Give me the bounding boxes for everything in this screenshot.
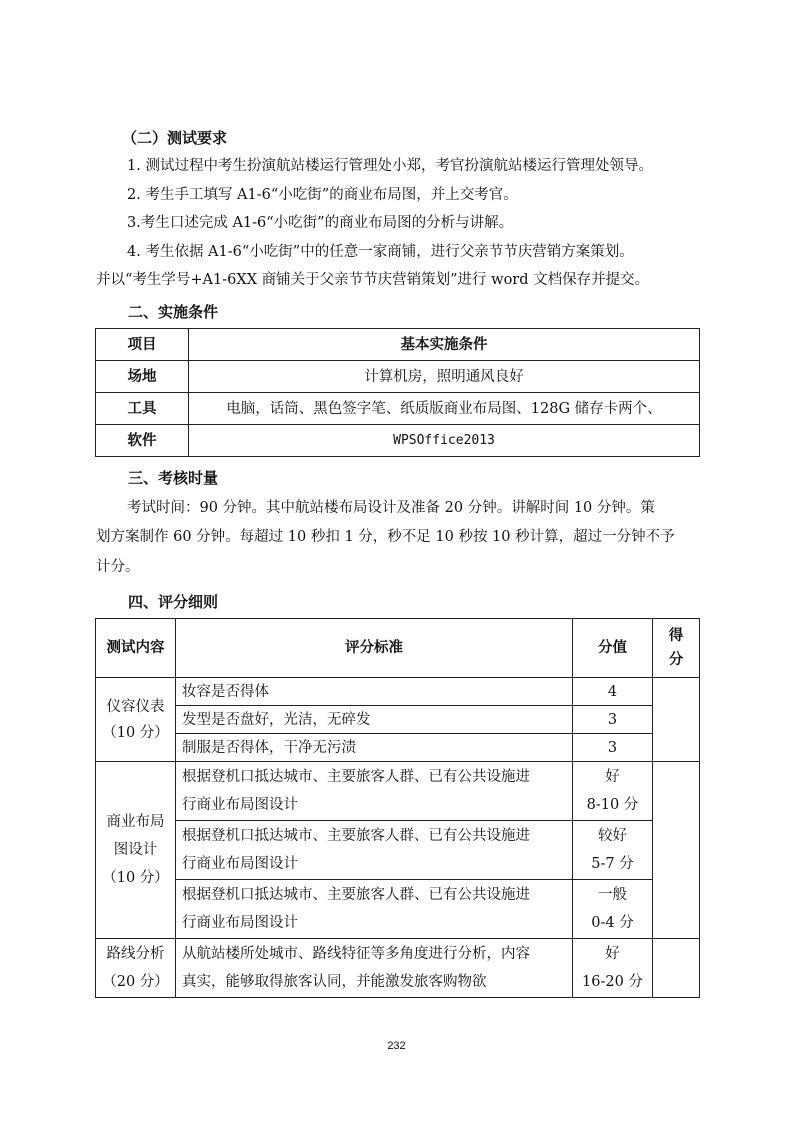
content-line-1: 路线分析 — [106, 946, 165, 962]
table-header-row — [96, 329, 700, 361]
table-row — [96, 821, 700, 880]
header-content: 测试内容 — [96, 619, 176, 678]
condition-item: 软件 — [96, 425, 189, 457]
header-score-line-2: 分 — [668, 652, 684, 668]
header-conditions: 基本实施条件 — [189, 329, 700, 361]
content-route-analysis — [96, 939, 176, 998]
requirement-item-3: 3.考生口述完成 A1-6“小吃街”的商业布局图的分析与讲解。 — [127, 215, 514, 231]
content-line-2: 图设计 — [113, 842, 158, 858]
table-row — [96, 734, 700, 762]
condition-value: 计算机房，照明通风良好 — [189, 361, 700, 393]
points-grade: 好 — [605, 769, 620, 785]
criteria-line-1: 根据登机口抵达城市、主要旅客人群、已有公共设施进 — [182, 828, 530, 844]
content-line-2: （20 分） — [102, 974, 169, 990]
criteria-line-2: 行商业布局图设计 — [182, 856, 298, 872]
criteria-text: 妆容是否得体 — [176, 678, 573, 706]
requirement-item-1: 1. 测试过程中考生扮演航站楼运行管理处小郑，考官扮演航站楼运行管理处领导。 — [127, 158, 653, 174]
content-appearance — [96, 678, 176, 762]
header-points: 分值 — [573, 619, 653, 678]
points-value: 3 — [573, 734, 653, 762]
criteria-text — [176, 762, 573, 821]
requirement-item-2: 2. 考生手工填写 A1-6“小吃街”的商业布局图，并上交考官。 — [127, 187, 518, 203]
score-cell — [653, 939, 700, 998]
content-line-3: （10 分） — [102, 870, 169, 886]
points-grade: 较好 — [598, 828, 627, 844]
points-grade: 好 — [605, 946, 620, 962]
time-paragraph-line-1: 考试时间：90 分钟。其中航站楼布局设计及准备 20 分钟。讲解时间 10 分钟。策 — [127, 500, 655, 516]
section-scoring-title: 四、评分细则 — [128, 593, 219, 611]
points-grade: 一般 — [598, 887, 627, 903]
requirement-item-4-continued: 并以“考生学号+A1-6XX 商铺关于父亲节节庆营销策划”进行 word 文档保存并提交。 — [96, 272, 650, 288]
table-row — [96, 678, 700, 706]
section-conditions-title: 二、实施条件 — [128, 303, 219, 321]
time-paragraph-line-2: 划方案制作 60 分钟。每超过 10 秒扣 1 分，秒不足 10 秒按 10 秒计算，超过一分钟不予 — [96, 529, 675, 545]
content-line-1: 仪容仪表 — [106, 698, 165, 715]
criteria-line-2: 真实，能够取得旅客认同，并能激发旅客购物欲 — [182, 974, 487, 990]
section-test-requirements-title: （二）测试要求 — [122, 129, 228, 147]
table-row — [96, 393, 700, 425]
points-value — [573, 880, 653, 939]
header-criteria: 评分标准 — [176, 619, 573, 678]
criteria-text — [176, 821, 573, 880]
time-paragraph-line-3: 计分。 — [96, 559, 140, 575]
header-item: 项目 — [96, 329, 189, 361]
condition-value: 电脑，话筒、黑色签字笔、纸质版商业布局图、128G 储存卡两个、 — [189, 393, 700, 425]
content-line-2: （10 分） — [102, 724, 169, 741]
points-range: 5-7 分 — [591, 856, 634, 872]
criteria-text: 发型是否盘好，光洁，无碎发 — [176, 706, 573, 734]
criteria-line-2: 行商业布局图设计 — [182, 915, 298, 931]
table-row — [96, 706, 700, 734]
conditions-table — [95, 328, 700, 457]
header-score — [653, 619, 700, 678]
points-value: 3 — [573, 706, 653, 734]
header-score-line-1: 得 — [668, 628, 684, 644]
points-range: 8-10 分 — [586, 797, 639, 813]
criteria-line-1: 从航站楼所处城市、路线特征等多角度进行分析，内容 — [182, 946, 530, 962]
criteria-line-1: 根据登机口抵达城市、主要旅客人群、已有公共设施进 — [182, 887, 530, 903]
points-value — [573, 821, 653, 880]
criteria-text: 制服是否得体，干净无污渍 — [176, 734, 573, 762]
criteria-text — [176, 880, 573, 939]
condition-value: WPSOffice2013 — [189, 425, 700, 457]
content-line-1: 商业布局 — [106, 814, 165, 830]
page-number: 232 — [387, 1040, 406, 1052]
points-range: 16-20 分 — [582, 974, 643, 990]
condition-item: 工具 — [96, 393, 189, 425]
points-value: 4 — [573, 678, 653, 706]
table-row — [96, 361, 700, 393]
content-layout-design — [96, 762, 176, 939]
table-row — [96, 939, 700, 998]
criteria-line-2: 行商业布局图设计 — [182, 797, 298, 813]
table-header-row — [96, 619, 700, 678]
criteria-line-1: 根据登机口抵达城市、主要旅客人群、已有公共设施进 — [182, 769, 530, 785]
points-value — [573, 939, 653, 998]
table-row — [96, 762, 700, 821]
points-value — [573, 762, 653, 821]
score-cell — [653, 762, 700, 939]
requirement-item-4: 4. 考生依据 A1-6“小吃街”中的任意一家商铺，进行父亲节节庆营销方案策划。 — [127, 244, 634, 260]
table-row — [96, 880, 700, 939]
section-time-title: 三、考核时量 — [128, 469, 219, 487]
scoring-table — [95, 618, 700, 998]
table-row — [96, 425, 700, 457]
points-range: 0-4 分 — [591, 915, 634, 931]
score-cell — [653, 678, 700, 762]
criteria-text — [176, 939, 573, 998]
condition-item: 场地 — [96, 361, 189, 393]
